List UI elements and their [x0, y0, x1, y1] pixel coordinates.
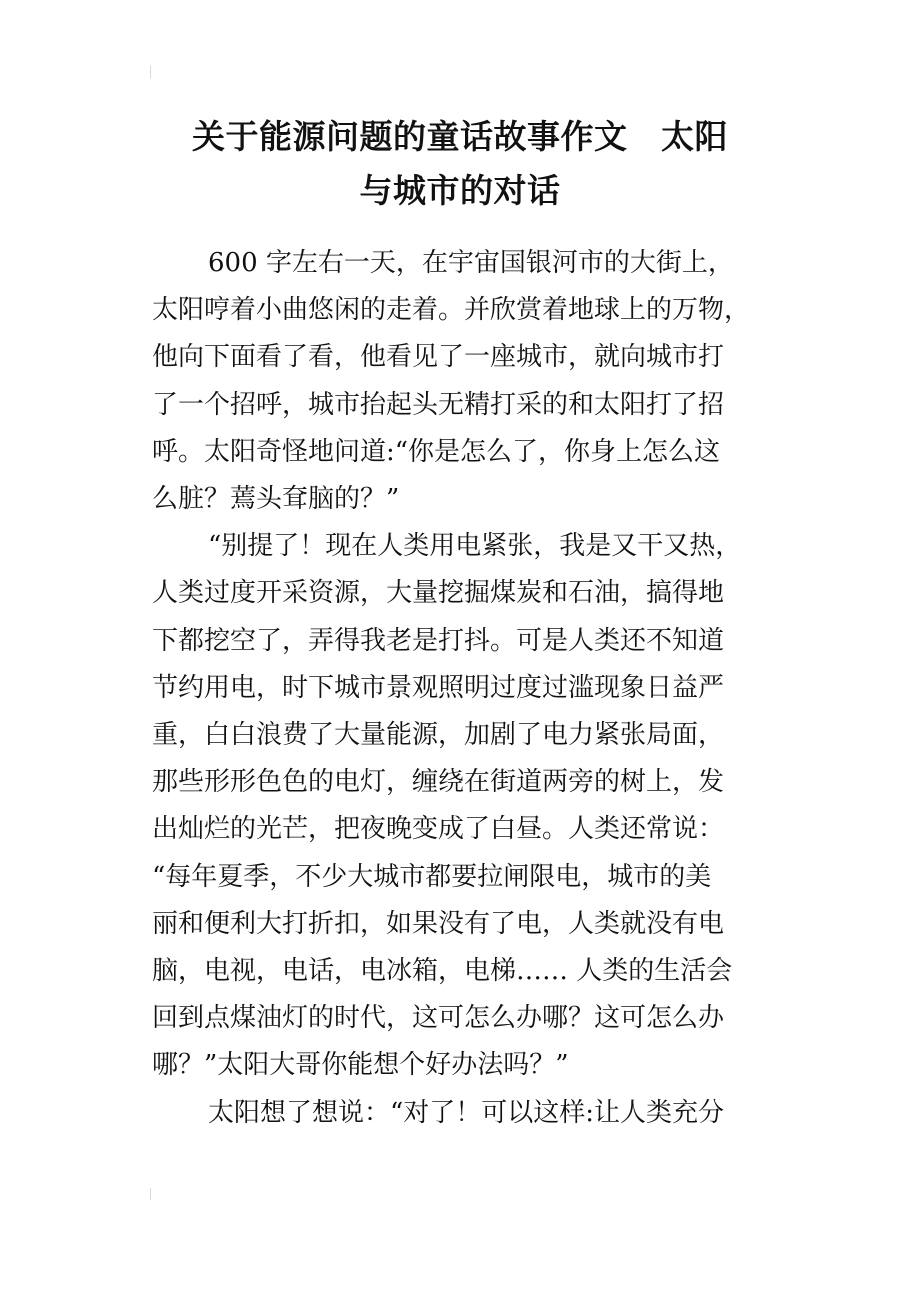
title-line: 与城市的对话: [359, 171, 561, 210]
paragraph-2: [152, 523, 780, 1089]
text-line: 出灿烂的光芒，把夜晚变成了白昼。人类还常说：: [152, 814, 725, 845]
text-line: 了一个招呼，城市抬起头无精打采的和太阳打了招: [152, 389, 725, 420]
text-line: 哪？”太阳大哥你能想个好办法吗？”: [152, 1050, 569, 1081]
text-line: 人类过度开采资源，大量挖掘煤炭和石油，搞得地: [152, 578, 725, 609]
text-line: 太阳想了想说：“对了！可以这样:让人类充分: [208, 1097, 725, 1128]
paragraph-3: [152, 1090, 780, 1137]
title-line: 关于能源问题的童话故事作文 太阳: [192, 117, 728, 156]
text-line: “每年夏季，不少大城市都要拉闸限电，城市的美: [152, 861, 712, 892]
corner-mark-top: [150, 66, 157, 78]
text-line: 那些形形色色的电灯，缠绕在街道两旁的树上，发: [152, 767, 725, 798]
text-line: 600 字左右一天，在宇宙国银河市的大街上，: [208, 248, 734, 278]
corner-mark-bottom: [150, 1188, 157, 1200]
text-line: 节约用电，时下城市景观照明过度过滥现象日益严: [152, 672, 725, 703]
text-line: 回到点煤油灯的时代，这可怎么办哪？这可怎么办: [152, 1003, 725, 1034]
document-title: [100, 110, 820, 218]
text-line: 他向下面看了看，他看见了一座城市，就向城市打: [152, 342, 725, 373]
text-line: 呼。太阳奇怪地问道:“你是怎么了，你身上怎么这: [152, 436, 721, 467]
paragraph-1: [152, 240, 780, 523]
text-line: 下都挖空了，弄得我老是打抖。可是人类还不知道: [152, 625, 725, 656]
text-line: 丽和便利大打折扣，如果没有了电，人类就没有电: [152, 908, 725, 939]
text-line: 脑，电视，电话，电冰箱，电梯…… 人类的生活会: [152, 956, 733, 987]
text-line: 么脏？蔫头耷脑的？”: [152, 484, 400, 515]
document-body: [152, 240, 780, 1137]
text-line: 太阳哼着小曲悠闲的走着。并欣赏着地球上的万物，: [152, 295, 751, 326]
text-line: “别提了！现在人类用电紧张，我是又干又热，: [208, 531, 742, 562]
text-line: 重，白白浪费了大量能源，加剧了电力紧张局面，: [152, 720, 725, 751]
